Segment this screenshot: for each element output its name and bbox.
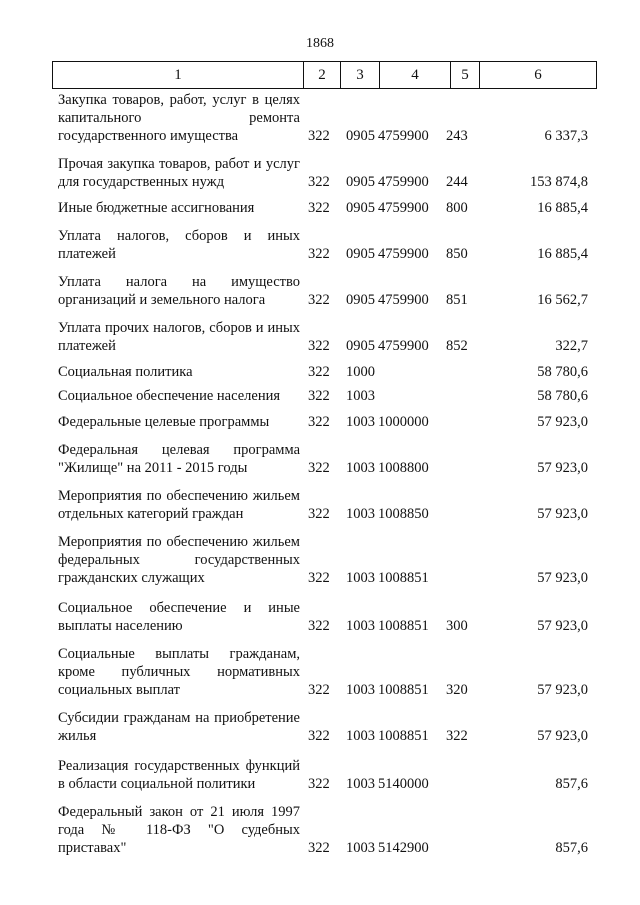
row-code-col2: 322 bbox=[308, 246, 330, 262]
header-col-1: 1 bbox=[53, 62, 304, 89]
row-name: Субсидии гражданам на приобретение жилья bbox=[58, 710, 300, 744]
row-code-col3: 1003 bbox=[346, 506, 375, 522]
row-code-col5: 800 bbox=[446, 200, 468, 216]
row-code-col5: 850 bbox=[446, 246, 468, 262]
header-col-3: 3 bbox=[341, 62, 380, 89]
row-code-col4: 4759900 bbox=[378, 174, 429, 190]
table-row bbox=[58, 387, 598, 405]
row-amount: 58 780,6 bbox=[537, 364, 588, 380]
row-name: Уплата налога на имущество организаций и земельного налога bbox=[58, 274, 300, 308]
row-amount: 16 562,7 bbox=[537, 292, 588, 308]
row-code-col4: 5142900 bbox=[378, 840, 429, 856]
row-amount: 857,6 bbox=[555, 776, 588, 792]
row-amount: 57 923,0 bbox=[537, 728, 588, 744]
table-row bbox=[58, 757, 598, 793]
header-col-5: 5 bbox=[451, 62, 480, 89]
table-row bbox=[58, 91, 598, 145]
table-row bbox=[58, 645, 598, 699]
row-code-col2: 322 bbox=[308, 128, 330, 144]
row-code-col5: 300 bbox=[446, 618, 468, 634]
row-name: Уплата прочих налогов, сборов и иных платежей bbox=[58, 320, 300, 354]
row-code-col4: 4759900 bbox=[378, 338, 429, 354]
row-name: Федеральные целевые программы bbox=[58, 414, 270, 430]
table-row bbox=[58, 155, 598, 191]
row-code-col2: 322 bbox=[308, 840, 330, 856]
row-amount: 57 923,0 bbox=[537, 682, 588, 698]
row-code-col2: 322 bbox=[308, 776, 330, 792]
row-code-col2: 322 bbox=[308, 728, 330, 744]
row-code-col3: 1003 bbox=[346, 682, 375, 698]
row-name: Федеральный закон от 21 июля 1997 года № 118-ФЗ "О судебных приставах" bbox=[58, 804, 300, 856]
row-code-col3: 0905 bbox=[346, 292, 375, 308]
header-col-2: 2 bbox=[304, 62, 341, 89]
row-amount: 57 923,0 bbox=[537, 506, 588, 522]
table-row bbox=[58, 803, 598, 857]
row-code-col2: 322 bbox=[308, 388, 330, 404]
budget-table-body bbox=[58, 91, 598, 861]
row-code-col2: 322 bbox=[308, 618, 330, 634]
row-code-col4: 4759900 bbox=[378, 200, 429, 216]
row-amount: 57 923,0 bbox=[537, 460, 588, 476]
row-code-col3: 1003 bbox=[346, 460, 375, 476]
row-name: Социальное обеспечение и иные выплаты населению bbox=[58, 600, 300, 634]
row-code-col5: 244 bbox=[446, 174, 468, 190]
table-row bbox=[58, 709, 598, 745]
table-row bbox=[58, 273, 598, 309]
table-row bbox=[58, 533, 598, 587]
row-code-col4: 4759900 bbox=[378, 292, 429, 308]
header-row bbox=[53, 62, 597, 89]
row-code-col3: 0905 bbox=[346, 338, 375, 354]
header-col-4: 4 bbox=[380, 62, 451, 89]
row-code-col3: 1003 bbox=[346, 414, 375, 430]
row-code-col5: 243 bbox=[446, 128, 468, 144]
row-name: Прочая закупка товаров, работ и услуг для государственных нужд bbox=[58, 156, 300, 190]
row-amount: 57 923,0 bbox=[537, 618, 588, 634]
row-amount: 58 780,6 bbox=[537, 388, 588, 404]
row-code-col3: 0905 bbox=[346, 174, 375, 190]
row-code-col4: 1008851 bbox=[378, 728, 429, 744]
row-code-col4: 1008851 bbox=[378, 682, 429, 698]
row-amount: 57 923,0 bbox=[537, 570, 588, 586]
row-code-col3: 1003 bbox=[346, 388, 375, 404]
row-code-col3: 1003 bbox=[346, 570, 375, 586]
row-name: Социальная политика bbox=[58, 364, 193, 380]
row-code-col3: 0905 bbox=[346, 246, 375, 262]
row-code-col4: 1008850 bbox=[378, 506, 429, 522]
column-header-table bbox=[52, 61, 597, 89]
row-code-col4: 4759900 bbox=[378, 128, 429, 144]
header-col-6: 6 bbox=[480, 62, 597, 89]
row-code-col2: 322 bbox=[308, 506, 330, 522]
row-amount: 6 337,3 bbox=[544, 128, 588, 144]
table-row bbox=[58, 599, 598, 635]
row-code-col2: 322 bbox=[308, 460, 330, 476]
row-code-col4: 1008851 bbox=[378, 618, 429, 634]
table-row bbox=[58, 441, 598, 477]
row-code-col4: 1000000 bbox=[378, 414, 429, 430]
row-code-col5: 320 bbox=[446, 682, 468, 698]
page-number: 1868 bbox=[306, 36, 334, 51]
row-code-col3: 1003 bbox=[346, 618, 375, 634]
row-code-col5: 851 bbox=[446, 292, 468, 308]
row-code-col2: 322 bbox=[308, 174, 330, 190]
row-amount: 16 885,4 bbox=[537, 200, 588, 216]
row-name: Мероприятия по обеспечению жильем федеральных государственных гражданских служащих bbox=[58, 534, 300, 586]
row-amount: 16 885,4 bbox=[537, 246, 588, 262]
row-code-col3: 1003 bbox=[346, 776, 375, 792]
row-code-col4: 4759900 bbox=[378, 246, 429, 262]
row-code-col2: 322 bbox=[308, 338, 330, 354]
row-code-col3: 1003 bbox=[346, 728, 375, 744]
row-code-col3: 1000 bbox=[346, 364, 375, 380]
table-row bbox=[58, 487, 598, 523]
row-code-col2: 322 bbox=[308, 200, 330, 216]
table-row bbox=[58, 199, 598, 217]
row-code-col2: 322 bbox=[308, 414, 330, 430]
table-row bbox=[58, 319, 598, 355]
row-name: Уплата налогов, сборов и иных платежей bbox=[58, 228, 300, 262]
row-code-col3: 0905 bbox=[346, 200, 375, 216]
row-code-col2: 322 bbox=[308, 364, 330, 380]
row-code-col2: 322 bbox=[308, 570, 330, 586]
table-row bbox=[58, 227, 598, 263]
row-code-col4: 1008800 bbox=[378, 460, 429, 476]
row-code-col4: 1008851 bbox=[378, 570, 429, 586]
table-row bbox=[58, 363, 598, 381]
row-amount: 857,6 bbox=[555, 840, 588, 856]
row-name: Иные бюджетные ассигнования bbox=[58, 200, 255, 216]
row-name: Федеральная целевая программа "Жилище" на 2011 - 2015 годы bbox=[58, 442, 300, 476]
row-name: Мероприятия по обеспечению жильем отдельных категорий граждан bbox=[58, 488, 300, 522]
row-code-col4: 5140000 bbox=[378, 776, 429, 792]
row-amount: 153 874,8 bbox=[530, 174, 588, 190]
row-amount: 57 923,0 bbox=[537, 414, 588, 430]
row-code-col3: 0905 bbox=[346, 128, 375, 144]
row-amount: 322,7 bbox=[555, 338, 588, 354]
row-code-col2: 322 bbox=[308, 292, 330, 308]
row-code-col3: 1003 bbox=[346, 840, 375, 856]
row-code-col5: 852 bbox=[446, 338, 468, 354]
row-code-col5: 322 bbox=[446, 728, 468, 744]
row-name: Социальное обеспечение населения bbox=[58, 388, 281, 404]
row-name: Реализация государственных функций в области социальной политики bbox=[58, 758, 300, 792]
row-code-col2: 322 bbox=[308, 682, 330, 698]
row-name: Социальные выплаты гражданам, кроме публичных нормативных социальных выплат bbox=[58, 646, 300, 698]
row-name: Закупка товаров, работ, услуг в целях капитального ремонта государственного имущества bbox=[58, 92, 300, 144]
table-row bbox=[58, 413, 598, 431]
